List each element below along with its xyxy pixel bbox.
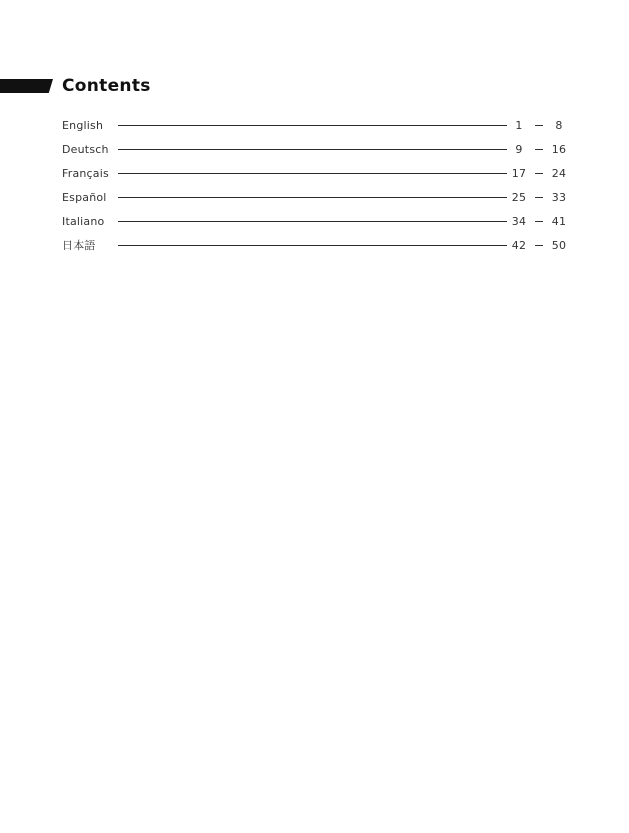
toc-row-japanese[interactable]: [62, 233, 572, 257]
toc-language: English: [62, 118, 104, 132]
toc-page-range: [510, 215, 568, 228]
toc-language: Deutsch: [62, 142, 109, 156]
toc-page-range: [510, 143, 568, 156]
toc-language: Italiano: [62, 214, 105, 228]
range-dash: [535, 221, 543, 222]
toc-page-end: 33: [551, 190, 567, 204]
range-dash: [535, 149, 543, 150]
toc-row-english[interactable]: [62, 113, 572, 137]
range-dash: [535, 173, 543, 174]
range-dash: [535, 125, 543, 126]
toc-page-start: 42: [511, 238, 527, 252]
toc-page-start: 25: [511, 190, 527, 204]
toc-page-range: [510, 191, 568, 204]
toc-page-end: 41: [551, 214, 567, 228]
range-dash: [535, 245, 543, 246]
toc-leader-line: [118, 197, 507, 198]
toc-language: Español: [62, 190, 107, 204]
toc-page-end: 50: [551, 238, 567, 252]
toc-page-end: 16: [551, 142, 567, 156]
toc-page-range: [510, 119, 568, 132]
toc-leader-line: [118, 149, 507, 150]
toc-page-end: 24: [551, 166, 567, 180]
toc-page-range: [510, 167, 568, 180]
toc-page-range: [510, 239, 568, 252]
toc-leader-line: [118, 245, 507, 246]
toc-row-espanol[interactable]: [62, 185, 572, 209]
toc-page-end: 8: [555, 118, 563, 132]
toc-language: Français: [62, 166, 109, 180]
toc-page-start: 17: [511, 166, 527, 180]
toc-page-start: 34: [511, 214, 527, 228]
toc-page-start: 9: [515, 142, 523, 156]
table-of-contents: [62, 113, 572, 257]
page-title: Contents: [62, 76, 151, 96]
toc-row-francais[interactable]: [62, 161, 572, 185]
toc-page-start: 1: [515, 118, 523, 132]
toc-leader-line: [118, 221, 507, 222]
toc-leader-line: [118, 125, 507, 126]
toc-language: 日本語: [62, 239, 96, 252]
range-dash: [535, 197, 543, 198]
title-accent-bar: [0, 79, 53, 93]
toc-leader-line: [118, 173, 507, 174]
toc-row-italiano[interactable]: [62, 209, 572, 233]
toc-row-deutsch[interactable]: [62, 137, 572, 161]
